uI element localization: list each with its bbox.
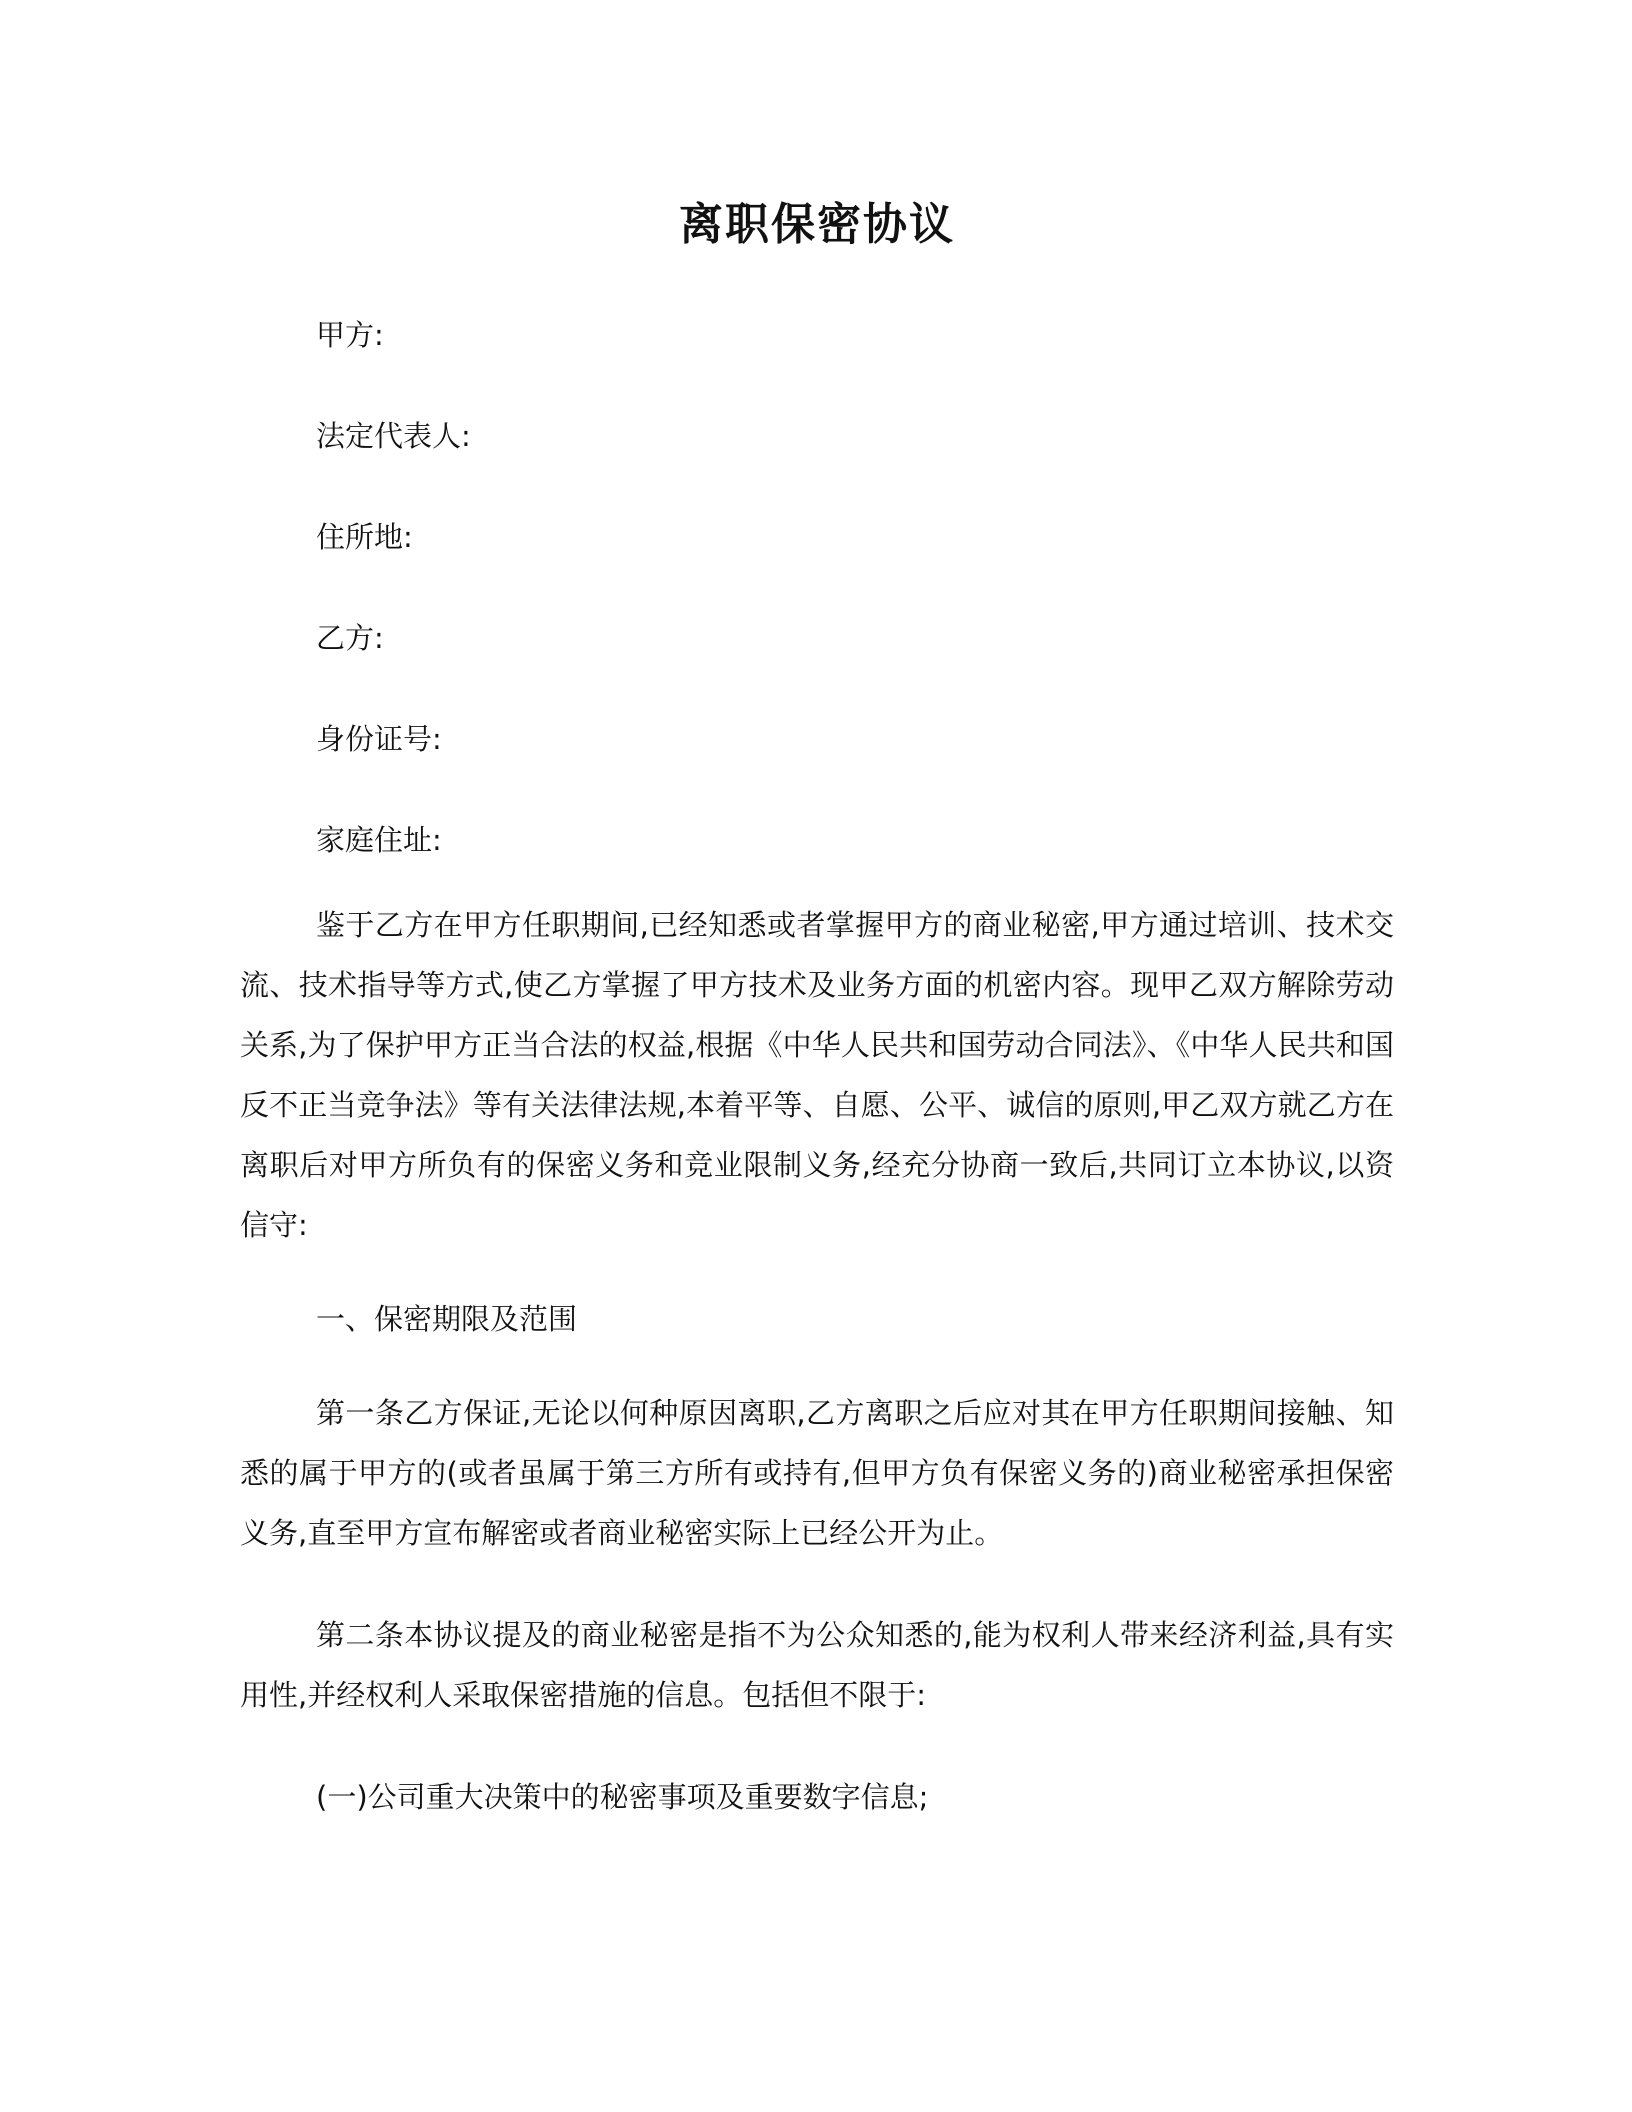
- legal-representative-field: 法定代表人:: [316, 419, 471, 453]
- id-number-field: 身份证号:: [316, 722, 442, 756]
- document-title: 离职保密协议: [679, 199, 955, 250]
- domicile-field: 住所地:: [316, 520, 413, 554]
- article-2-paragraph: 第二条本协议提及的商业秘密是指不为公众知悉的,能为权利人带来经济利益,具有实用性,并经权利人采取保密措施的信息。包括但不限于:: [240, 1618, 1394, 1712]
- paragraph-spacer: [240, 1563, 1394, 1605]
- party-fields: [240, 315, 1394, 860]
- article-1-paragraph: 第一条乙方保证,无论以何种原因离职,乙方离职之后应对其在甲方任职期间接触、知悉的属于甲方的(或者虽属于第三方所有或持有,但甲方负有保密义务的)商业秘密承担保密义务,直至甲方宣布解密或者商业秘密实际上已经公开为止。: [240, 1396, 1394, 1550]
- paragraph-spacer: [240, 1725, 1394, 1767]
- section-heading-confidentiality: 一、保密期限及范围: [316, 1302, 578, 1336]
- party-a-field: 甲方:: [316, 318, 384, 352]
- preamble-paragraph: 鉴于乙方在甲方任职期间,已经知悉或者掌握甲方的商业秘密,甲方通过培训、技术交流、技术指导等方式,使乙方掌握了甲方技术及业务方面的机密内容。现甲乙双方解除劳动关系,为了保护甲方正当合法的权益,根据《中华人民共和国劳动合同法》、《中华人民共和国反不正当竞争法》等有关法律法规,本着平等、自愿、公平、诚信的原则,甲乙双方就乙方在离职后对甲方所负有的保密义务和竞业限制义务,经充分协商一致后,共同订立本协议,以资信守:: [240, 908, 1394, 1242]
- home-address-field: 家庭住址:: [316, 823, 442, 857]
- list-item-1: (一)公司重大决策中的秘密事项及重要数字信息;: [316, 1780, 929, 1814]
- party-b-field: 乙方:: [316, 621, 384, 655]
